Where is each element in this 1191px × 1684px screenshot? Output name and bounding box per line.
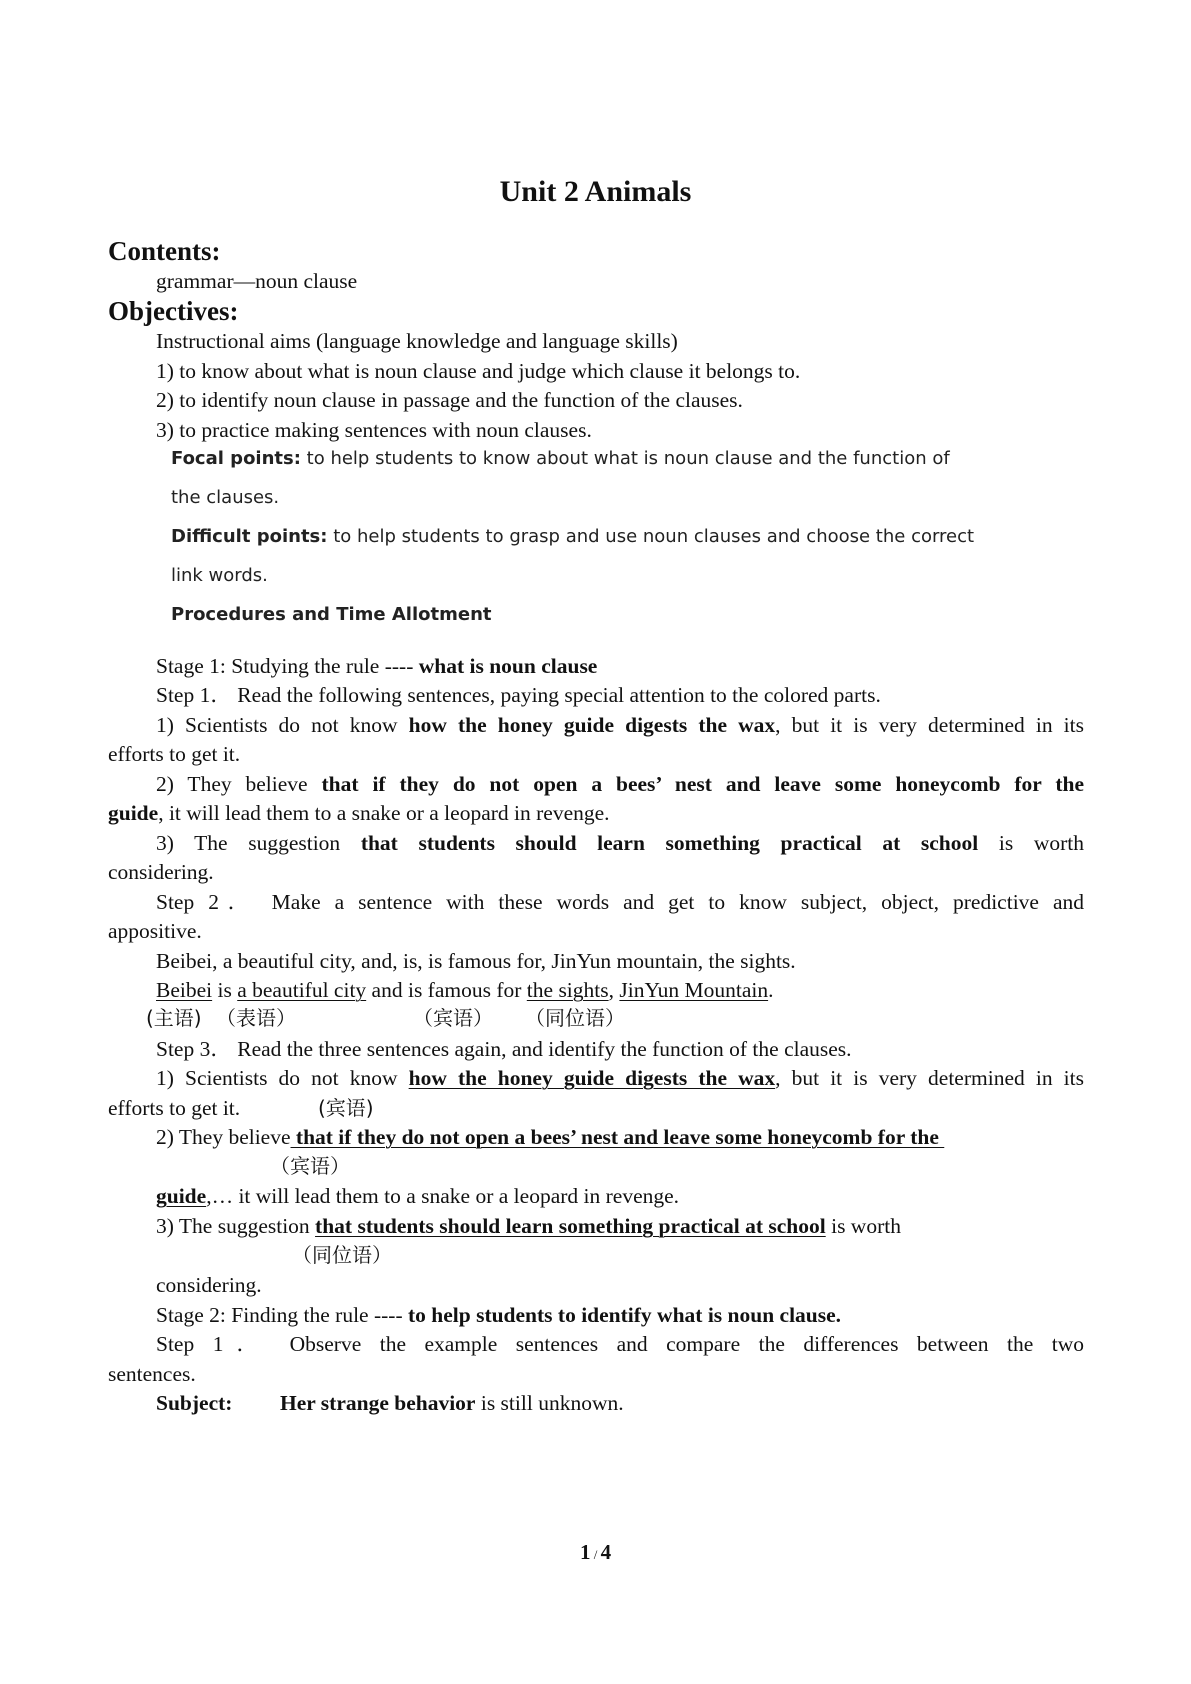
objective-item: 3) to practice making sentences with noun clauses.	[156, 418, 592, 442]
example-sentence	[156, 975, 773, 1005]
revisit-sentence-1	[156, 1063, 1084, 1093]
example-text: ,	[608, 978, 620, 1002]
revisit-clause-end: guide	[156, 1184, 207, 1208]
example-text: .	[768, 978, 774, 1002]
page-separator: /	[593, 1547, 598, 1562]
difficult-points-label: Difficult points:	[171, 526, 328, 547]
sentence-3-part: 3) The suggestion	[156, 831, 361, 855]
sentence-3-cont: considering.	[108, 860, 214, 884]
stage1-step1: Step 1． Read the following sentences, paying special attention to the colored parts.	[156, 683, 881, 707]
contents-heading: Contents:	[108, 236, 221, 266]
subject-label: Subject:	[156, 1391, 233, 1415]
stage1-prefix: Stage 1: Studying the rule ----	[156, 654, 419, 678]
difficult-points	[171, 522, 974, 552]
sentence-2-clause-end: guide	[108, 801, 159, 825]
objective-item: 2) to identify noun clause in passage and the function of the clauses.	[156, 388, 743, 412]
label-object: （宾语）	[270, 1154, 350, 1178]
sentence-3-clause: that students should learn something practical at school	[360, 831, 979, 855]
revisit-sentence-1-cont: efforts to get it.	[108, 1096, 241, 1120]
stage1-step2: Step 2． Make a sentence with these words and get to know subject, object, predictive and	[156, 890, 1084, 914]
objective-item: 1) to know about what is noun clause and judge which clause it belongs to.	[156, 359, 801, 383]
example-text: and is famous for	[366, 978, 527, 1002]
stage1-heading	[156, 651, 597, 681]
sentence-3-part: is worth	[978, 831, 1085, 855]
example-predicative: a beautiful city	[237, 978, 367, 1002]
sentence-2-part: 2) They believe	[156, 772, 322, 796]
stage2-heading	[156, 1300, 841, 1330]
total-pages: 4	[600, 1540, 612, 1564]
revisit-part: is worth	[825, 1214, 901, 1238]
revisit-sentence-2-cont	[156, 1181, 679, 1211]
subject-rest: is still unknown.	[475, 1391, 624, 1415]
focal-points-cont: the clauses.	[171, 487, 280, 508]
stage1-title: what is noun clause	[418, 654, 598, 678]
stage1-step3: Step 3． Read the three sentences again, and identify the function of the clauses.	[156, 1037, 852, 1061]
sentence-1-cont: efforts to get it.	[108, 742, 241, 766]
focal-points-text: to help students to know about what is noun clause and the function of	[300, 448, 950, 469]
sentence-1-part: , but it is very determined in its	[775, 713, 1084, 737]
example-text: is	[212, 978, 238, 1002]
label-appositive: （同位语）	[292, 1243, 392, 1267]
revisit-clause: that if they do not open a bees’ nest and leave some honeycomb for the	[290, 1125, 945, 1149]
label-predicative: （表语）	[216, 1006, 296, 1030]
sentence-3	[156, 828, 1084, 858]
revisit-sentence-3	[156, 1211, 901, 1241]
subject-phrase	[280, 1388, 624, 1418]
revisit-part: 3) The suggestion	[156, 1214, 316, 1238]
contents-text: grammar—noun clause	[156, 269, 358, 293]
revisit-sentence-2	[156, 1122, 944, 1152]
revisit-clause: that students should learn something practical at school	[315, 1214, 826, 1238]
word-list: Beibei, a beautiful city, and, is, is famous for, JinYun mountain, the sights.	[156, 949, 796, 973]
stage1-step2-cont: appositive.	[108, 919, 202, 943]
label-object: (宾语)	[318, 1096, 374, 1120]
revisit-part: ,… it will lead them to a snake or a leopard in revenge.	[206, 1184, 680, 1208]
revisit-part: 2) They believe	[156, 1125, 291, 1149]
objectives-heading: Objectives:	[108, 296, 239, 326]
label-object: （宾语）	[413, 1006, 493, 1030]
current-page: 1	[579, 1540, 591, 1564]
stage2-step1-cont: sentences.	[108, 1362, 196, 1386]
revisit-part: , but it is very determined in its	[775, 1066, 1084, 1090]
focal-points	[171, 444, 950, 474]
page-title: Unit 2 Animals	[499, 175, 692, 208]
focal-points-label: Focal points:	[171, 448, 301, 469]
example-appositive: JinYun Mountain	[619, 978, 769, 1002]
label-subject: (主语)	[146, 1006, 202, 1030]
difficult-points-text: to help students to grasp and use noun clauses and choose the correct	[327, 526, 975, 547]
revisit-clause: how the honey guide digests the wax	[408, 1066, 776, 1090]
difficult-points-cont: link words.	[171, 565, 268, 586]
example-object: the sights	[526, 978, 609, 1002]
sentence-1-part: 1) Scientists do not know	[156, 713, 409, 737]
page-number	[0, 1540, 1191, 1565]
subject-example	[156, 1388, 624, 1418]
stage2-title: to help students to identify what is noun clause.	[407, 1303, 842, 1327]
stage2-step1: Step 1． Observe the example sentences and compare the differences between the two	[156, 1332, 1084, 1356]
sentence-2-part: , it will lead them to a snake or a leopard in revenge.	[158, 801, 610, 825]
subject-phrase-text: Her strange behavior	[280, 1391, 476, 1415]
procedures-heading: Procedures and Time Allotment	[171, 604, 492, 625]
sentence-1-clause: how the honey guide digests the wax	[408, 713, 776, 737]
revisit-sentence-3-cont: considering.	[156, 1273, 262, 1297]
sentence-2-cont	[108, 798, 610, 828]
stage2-prefix: Stage 2: Finding the rule ----	[156, 1303, 408, 1327]
revisit-part: 1) Scientists do not know	[156, 1066, 409, 1090]
sentence-2	[156, 769, 1084, 799]
label-appositive: （同位语）	[525, 1006, 625, 1030]
instructional-aims: Instructional aims (language knowledge and language skills)	[156, 329, 678, 353]
sentence-2-clause: that if they do not open a bees’ nest and leave some honeycomb for the	[321, 772, 1085, 796]
example-subject: Beibei	[156, 978, 213, 1002]
sentence-1	[156, 710, 1084, 740]
